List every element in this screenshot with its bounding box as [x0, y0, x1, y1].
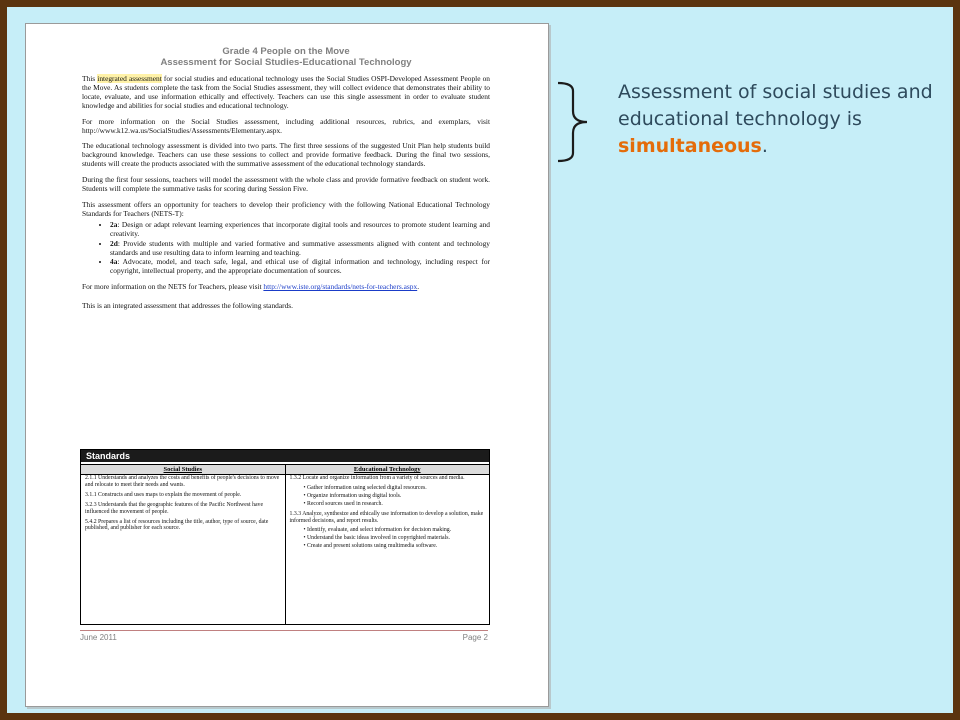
social-studies-standard: 2.1.1 Understands and analyzes the costs and benefits of people's decisions to move and relocate to meet their needs and wants. [85, 475, 280, 488]
curly-bracket-icon [555, 81, 595, 163]
paragraph-two-parts: The educational technology assessment is divided into two parts. The first three sessions of the suggested Unit Plan help students build background knowledge. Teachers can use these sessions to collect and provide formative feedback. During the final two sessions, students will create the products associated with the summative assessment of the educational technology standards. [82, 141, 490, 169]
paragraph-standards-intro: This is an integrated assessment that addresses the following standards. [82, 301, 293, 311]
paragraph-intro-start: This [82, 74, 98, 83]
social-studies-standard: 3.1.1 Constructs and uses maps to explain the movement of people. [85, 491, 242, 498]
caption-text: Assessment of social studies and educational technology is [618, 81, 933, 130]
paragraph-intro [82, 75, 490, 111]
paragraph-nets-link [82, 283, 490, 292]
ed-tech-substandard: • Record sources used in research. [303, 500, 383, 507]
document-title-line1: Grade 4 People on the Move [222, 46, 350, 57]
standards-column-headers [81, 464, 489, 475]
paragraph-more-info: For more information on the Social Studies assessment, including additional resources, rubrics, and exemplars, visit http://www.k12.wa.us/SocialStudies/Assessments/Elementary.aspx. [82, 116, 490, 135]
ed-tech-column-header: Educational Technology [286, 465, 490, 474]
nets-bullet [110, 221, 490, 239]
nets-code: 2d [110, 238, 118, 248]
highlighted-phrase: integrated assessment [97, 74, 162, 83]
paragraph-nets: This assessment offers an opportunity for teachers to develop their proficiency with the following National Educational Technology Standards for Teachers (NETS-T): [82, 199, 490, 218]
ed-tech-substandard: • Gather information using selected digital resources. [303, 484, 427, 491]
nets-code: 4a [110, 257, 118, 267]
ed-tech-substandard: • Identify, evaluate, and select information for decision making. [303, 527, 452, 534]
ed-tech-column [286, 475, 490, 624]
nets-text: : Provide students with multiple and varied formative and summative assessments aligned with content and technology standards and use resulting data to inform learning and teaching. [110, 238, 490, 257]
social-studies-standard: 5.4.2 Prepares a list of resources including the title, author, type of source, date published, and publisher for each source. [85, 518, 269, 532]
document-page [25, 23, 549, 707]
nets-text: : Advocate, model, and teach safe, legal, and ethical use of digital information and technology, including respect for copyright, intellectual property, and the appropriate documentation of sources. [110, 257, 490, 276]
slide-caption [618, 79, 954, 160]
nets-code: 2a [110, 219, 118, 229]
nets-bullet [110, 240, 490, 258]
standards-header: Standards [81, 450, 489, 462]
social-studies-standard: 3.2.3 Understands that the geographic features of the Pacific Northwest have influenced the movement of people. [85, 501, 264, 515]
ed-tech-standard: 1.3.3 Analyze, synthesize and ethically use information to develop a solution, make informed decisions, and report results. [289, 510, 484, 524]
paragraph-intro-rest: for social studies and educational technology uses the Social Studies OSPI-Developed Assessment People on the Move. As students complete the task from the Social Studies assessment, they will collect evidence that demonstrates their ability to locate, evaluate, and use information ethically and effectively. Teachers can use this single assessment in order to evaluate student knowledge and abilities for social studies and educational technology. [82, 74, 490, 110]
caption-period: . [761, 135, 768, 157]
slide [7, 7, 953, 713]
nets-text: : Design or adapt relevant learning experiences that incorporate digital tools and resources to promote student learning and creativity. [110, 219, 490, 238]
social-studies-column-header: Social Studies [81, 465, 286, 474]
nets-bullet [110, 258, 490, 276]
document-title-line2: Assessment for Social Studies-Educational Technology [160, 57, 412, 68]
footer-page-number: Page 2 [462, 633, 488, 642]
nets-bullet-list [82, 221, 490, 276]
standards-body [81, 475, 489, 624]
footer-date: June 2011 [80, 633, 117, 642]
document-title [82, 46, 490, 68]
document-body [82, 46, 490, 311]
standards-table [80, 449, 490, 625]
ed-tech-substandard: • Understand the basic ideas involved in copyrighted materials. [303, 535, 450, 542]
caption-emphasis: simultaneous [618, 135, 762, 157]
ed-tech-standard: 1.3.2 Locate and organize information from a variety of sources and media. [289, 475, 465, 481]
social-studies-column [81, 475, 286, 624]
ed-tech-substandard: • Organize information using digital tools. [303, 492, 402, 499]
nets-link[interactable]: http://www.iste.org/standards/nets-for-teachers.aspx [263, 282, 418, 292]
nets-link-end: . [417, 282, 420, 292]
paragraph-sessions: During the first four sessions, teachers will model the assessment with the whole class and provide formative feedback on student work. Students will complete the summative tasks for scoring during Session Five. [82, 175, 490, 194]
ed-tech-substandard: • Create and present solutions using multimedia software. [303, 543, 438, 550]
document-footer [80, 630, 488, 642]
nets-link-intro: For more information on the NETS for Teachers, please visit [82, 282, 264, 292]
